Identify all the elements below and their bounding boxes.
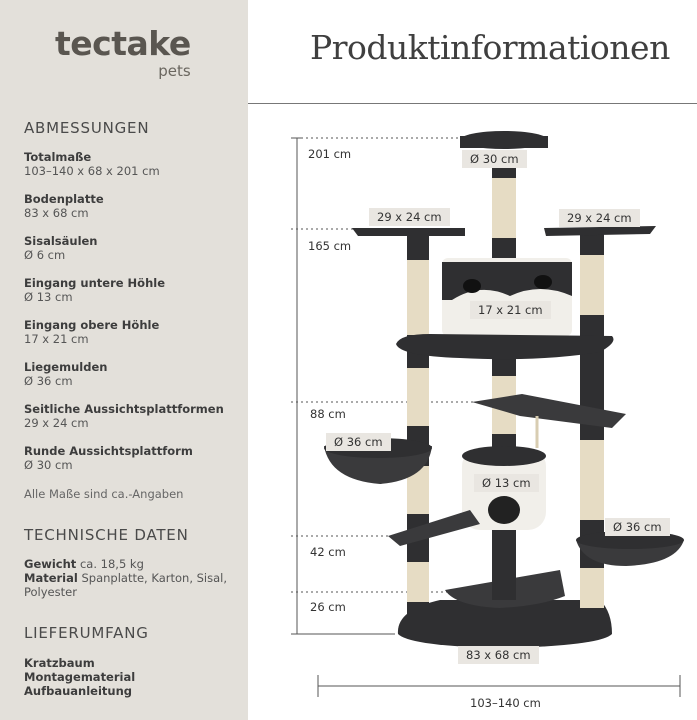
spec-value: Ø 36 cm xyxy=(24,374,73,388)
brand-name: tectake xyxy=(55,24,191,63)
spec-label: Liegemulden xyxy=(24,360,108,374)
delivery-heading: LIEFERUMFANG xyxy=(24,624,149,642)
spec-label: Seitliche Aussichtsplattformen xyxy=(24,402,224,416)
material-label: Material xyxy=(24,571,78,585)
spec-label: Eingang untere Höhle xyxy=(24,276,165,290)
tag-base: 83 x 68 cm xyxy=(458,646,539,664)
spec-value: Ø 30 cm xyxy=(24,458,73,472)
height-label-42: 42 cm xyxy=(310,545,346,559)
left-platform xyxy=(352,228,465,236)
page-title: Produktinformationen xyxy=(310,28,670,67)
delivery-item: Aufbauanleitung xyxy=(24,684,133,698)
spec-label: Runde Aussichtsplattform xyxy=(24,444,193,458)
spec-value: Ø 13 cm xyxy=(24,290,73,304)
delivery-item: Montagematerial xyxy=(24,670,136,684)
tag-top-platform: Ø 30 cm xyxy=(462,150,527,168)
height-label-26: 26 cm xyxy=(310,600,346,614)
weight-value: ca. 18,5 kg xyxy=(79,557,144,571)
tag-lower-cave: Ø 13 cm xyxy=(474,474,539,492)
tag-upper-cave: 17 x 21 cm xyxy=(470,301,551,319)
spec-value: Ø 6 cm xyxy=(24,248,66,262)
technical-heading: TECHNISCHE DATEN xyxy=(24,526,189,544)
tag-right-bed: Ø 36 cm xyxy=(605,518,670,536)
spec-label: Eingang obere Höhle xyxy=(24,318,160,332)
width-label: 103–140 cm xyxy=(470,696,541,710)
spec-value: 29 x 24 cm xyxy=(24,416,89,430)
material-value: Spanplatte, Karton, Sisal, Polyester xyxy=(24,571,228,599)
spec-value: 103–140 x 68 x 201 cm xyxy=(24,164,160,178)
width-guide xyxy=(318,675,680,697)
spec-value: 17 x 21 cm xyxy=(24,332,89,346)
weight-label: Gewicht xyxy=(24,557,77,571)
spec-value: 83 x 68 cm xyxy=(24,206,89,220)
dimensions-heading: ABMESSUNGEN xyxy=(24,119,150,137)
tag-left-platform: 29 x 24 cm xyxy=(369,208,450,226)
left-low-shelf xyxy=(388,510,480,546)
dimensions-note: Alle Maße sind ca.-Angaben xyxy=(24,487,184,501)
spec-label: Bodenplatte xyxy=(24,192,104,206)
height-label-201: 201 cm xyxy=(308,147,352,161)
height-label-165: 165 cm xyxy=(308,239,352,253)
delivery-item: Kratzbaum xyxy=(24,656,95,670)
spec-label: Totalmaße xyxy=(24,150,92,164)
brand-sub: pets xyxy=(158,62,191,80)
height-label-88: 88 cm xyxy=(310,407,346,421)
tag-right-platform: 29 x 24 cm xyxy=(559,209,640,227)
tag-left-bed: Ø 36 cm xyxy=(326,433,391,451)
spec-label: Sisalsäulen xyxy=(24,234,98,248)
right-platform xyxy=(544,226,656,236)
